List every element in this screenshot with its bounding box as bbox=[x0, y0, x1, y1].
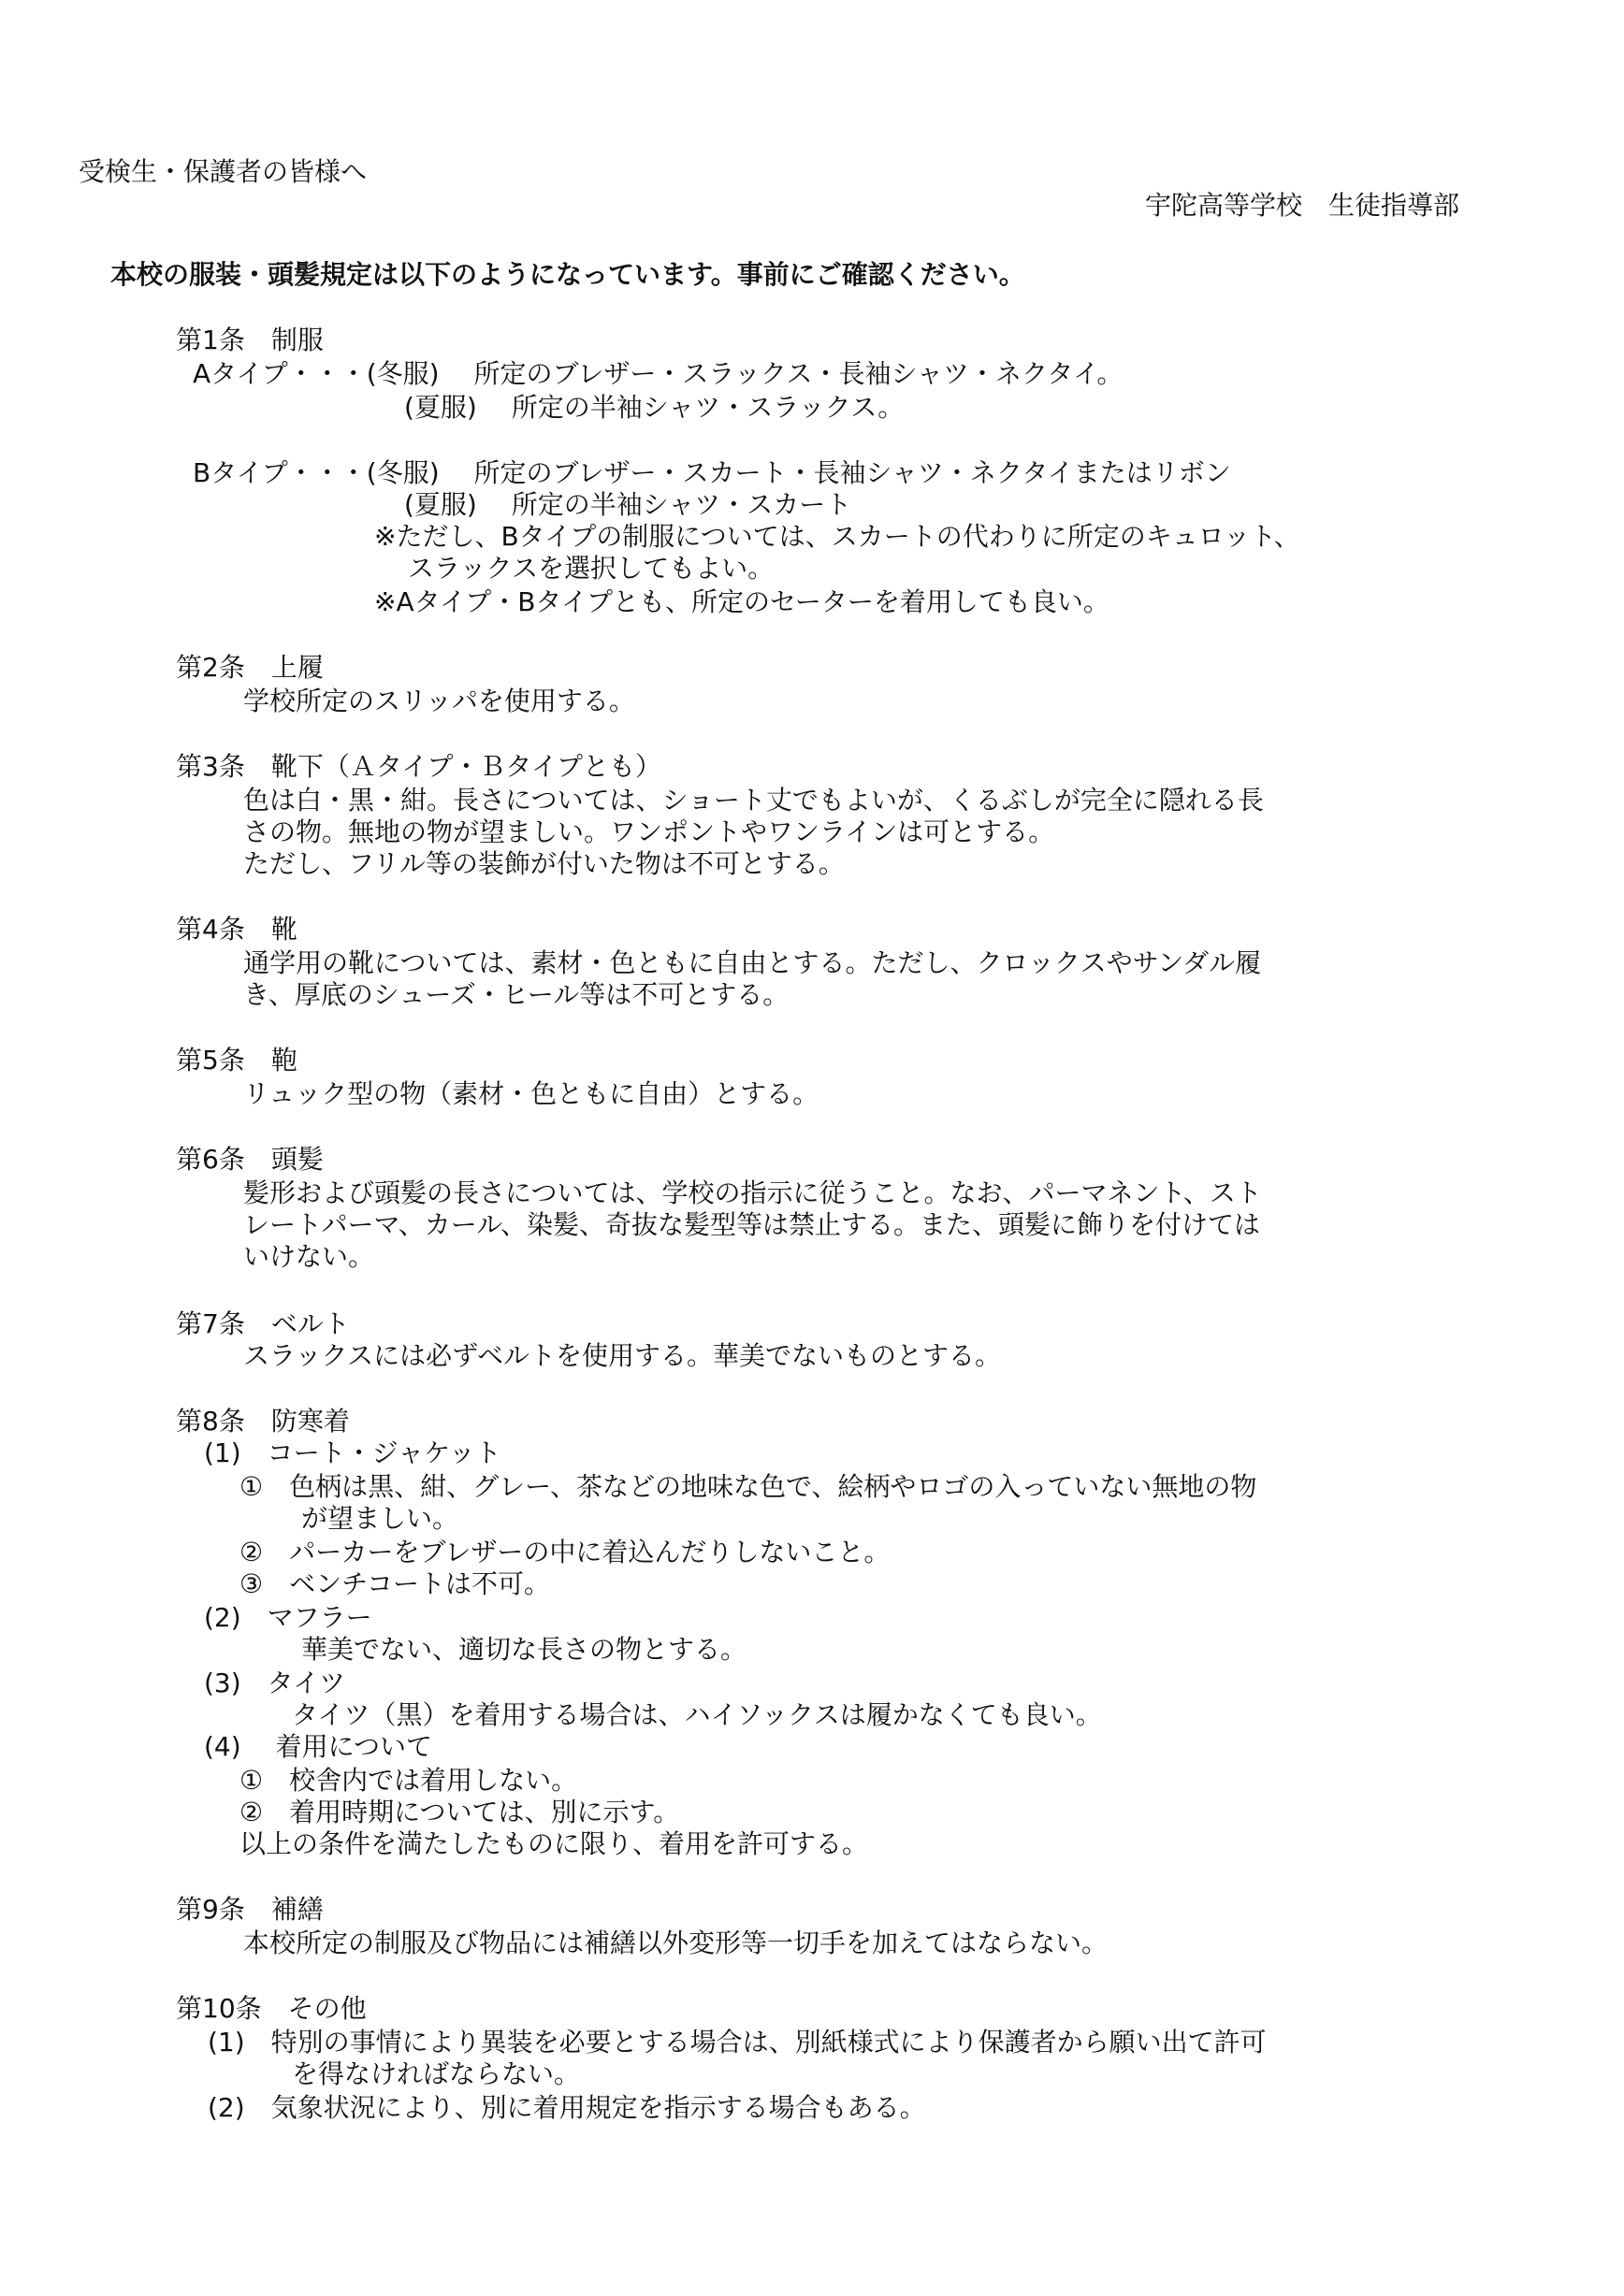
article-5-body: リュック型の物（素材・色ともに自由）とする。 bbox=[243, 1078, 819, 1109]
article-10-item-1a: (1) 特別の事情により異装を必要とする場合は、別紙様式により保護者から願い出て許可 bbox=[208, 2027, 1267, 2058]
addressee: 受検生・保護者の皆様へ bbox=[79, 156, 368, 187]
article-4-body-1: 通学用の靴については、素材・色ともに自由とする。ただし、クロックスやサンダル履 bbox=[243, 947, 1262, 978]
article-1-note-2: ※Aタイプ・Bタイプとも、所定のセーターを着用しても良い。 bbox=[374, 586, 1109, 617]
article-8-sub-1-item-2: ② パーカーをブレザーの中に着込んだりしないこと。 bbox=[239, 1537, 891, 1567]
article-7-body: スラックスには必ずベルトを使用する。華美でないものとする。 bbox=[243, 1340, 1002, 1371]
article-3-body-1: 色は白・黒・紺。長さについては、ショート丈でもよいが、くるぶしが完全に隠れる長 bbox=[243, 785, 1264, 816]
article-8-sub-2-body: 華美でない、適切な長さの物とする。 bbox=[301, 1634, 747, 1665]
article-3-body-2: さの物。無地の物が望ましい。ワンポントやワンラインは可とする。 bbox=[243, 816, 1055, 847]
article-2-title: 第2条 上履 bbox=[176, 652, 324, 683]
article-9-body: 本校所定の制服及び物品には補繕以外変形等一切手を加えてはならない。 bbox=[243, 1928, 1109, 1958]
article-8-sub-4-item-2: ② 着用時期については、別に示す。 bbox=[239, 1797, 680, 1827]
article-10-item-1b: を得なければならない。 bbox=[292, 2058, 581, 2089]
article-1-title: 第1条 制服 bbox=[176, 325, 324, 355]
article-10-title: 第10条 その他 bbox=[176, 1993, 367, 2024]
article-6-body-1: 髪形および頭髪の長さについては、学校の指示に従うこと。なお、パーマネント、スト bbox=[243, 1177, 1262, 1208]
article-1-note-1a: ※ただし、Bタイプの制服については、スカートの代わりに所定のキュロット、 bbox=[374, 521, 1300, 552]
article-7-title: 第7条 ベルト bbox=[176, 1308, 350, 1339]
article-8-footer: 以上の条件を満たしたものに限り、着用を許可する。 bbox=[239, 1828, 869, 1859]
article-1-note-1b: スラックスを選択してもよい。 bbox=[408, 553, 775, 584]
article-8-title: 第8条 防寒着 bbox=[176, 1406, 350, 1437]
sender: 宇陀高等学校 生徒指導部 bbox=[1145, 190, 1460, 221]
article-8-sub-3-body: タイツ（黒）を着用する場合は、ハイソックスは履かなくても良い。 bbox=[292, 1699, 1102, 1730]
article-8-sub-2: (2) マフラー bbox=[204, 1602, 372, 1633]
article-8-sub-1: (1) コート・ジャケット bbox=[204, 1437, 501, 1468]
article-1-a-winter: Aタイプ・・・(冬服) 所定のブレザー・スラックス・長袖シャツ・ネクタイ。 bbox=[193, 358, 1124, 389]
article-3-title: 第3条 靴下（Ａタイプ・Ｂタイプとも） bbox=[176, 751, 662, 782]
article-4-title: 第4条 靴 bbox=[176, 914, 297, 945]
article-6-title: 第6条 頭髪 bbox=[176, 1144, 324, 1175]
article-8-sub-1-item-1b: が望ましい。 bbox=[301, 1503, 459, 1534]
article-8-sub-4-item-1: ① 校舎内では着用しない。 bbox=[239, 1765, 578, 1796]
article-8-sub-4: (4) 着用について bbox=[204, 1731, 433, 1762]
intro-text: 本校の服装・頭髪規定は以下のようになっています。事前にご確認ください。 bbox=[110, 259, 1025, 290]
article-1-b-winter: Bタイプ・・・(冬服) 所定のブレザー・スカート・長袖シャツ・ネクタイまたはリボン bbox=[193, 457, 1231, 488]
article-4-body-2: き、厚底のシューズ・ヒール等は不可とする。 bbox=[243, 979, 790, 1010]
article-1-a-summer: (夏服) 所定の半袖シャツ・スラックス。 bbox=[404, 392, 905, 423]
article-8-sub-1-item-1a: ① 色柄は黒、紺、グレー、茶などの地味な色で、絵柄やロゴの入っていない無地の物 bbox=[239, 1471, 1257, 1502]
article-6-body-3: いけない。 bbox=[243, 1241, 375, 1272]
article-8-sub-1-item-3: ③ ベンチコートは不可。 bbox=[239, 1568, 550, 1599]
article-8-sub-3: (3) タイツ bbox=[204, 1668, 346, 1698]
article-9-title: 第9条 補繕 bbox=[176, 1894, 324, 1925]
article-2-body: 学校所定のスリッパを使用する。 bbox=[243, 686, 635, 716]
article-5-title: 第5条 鞄 bbox=[176, 1045, 297, 1076]
article-6-body-2: レートパーマ、カール、染髪、奇抜な髪型等は禁止する。また、頭髪に飾りを付けては bbox=[243, 1209, 1260, 1240]
article-1-b-summer: (夏服) 所定の半袖シャツ・スカート bbox=[404, 489, 852, 520]
article-3-body-3: ただし、フリル等の装飾が付いた物は不可とする。 bbox=[243, 848, 845, 879]
article-10-item-2: (2) 気象状況により、別に着用規定を指示する場合もある。 bbox=[208, 2092, 926, 2123]
